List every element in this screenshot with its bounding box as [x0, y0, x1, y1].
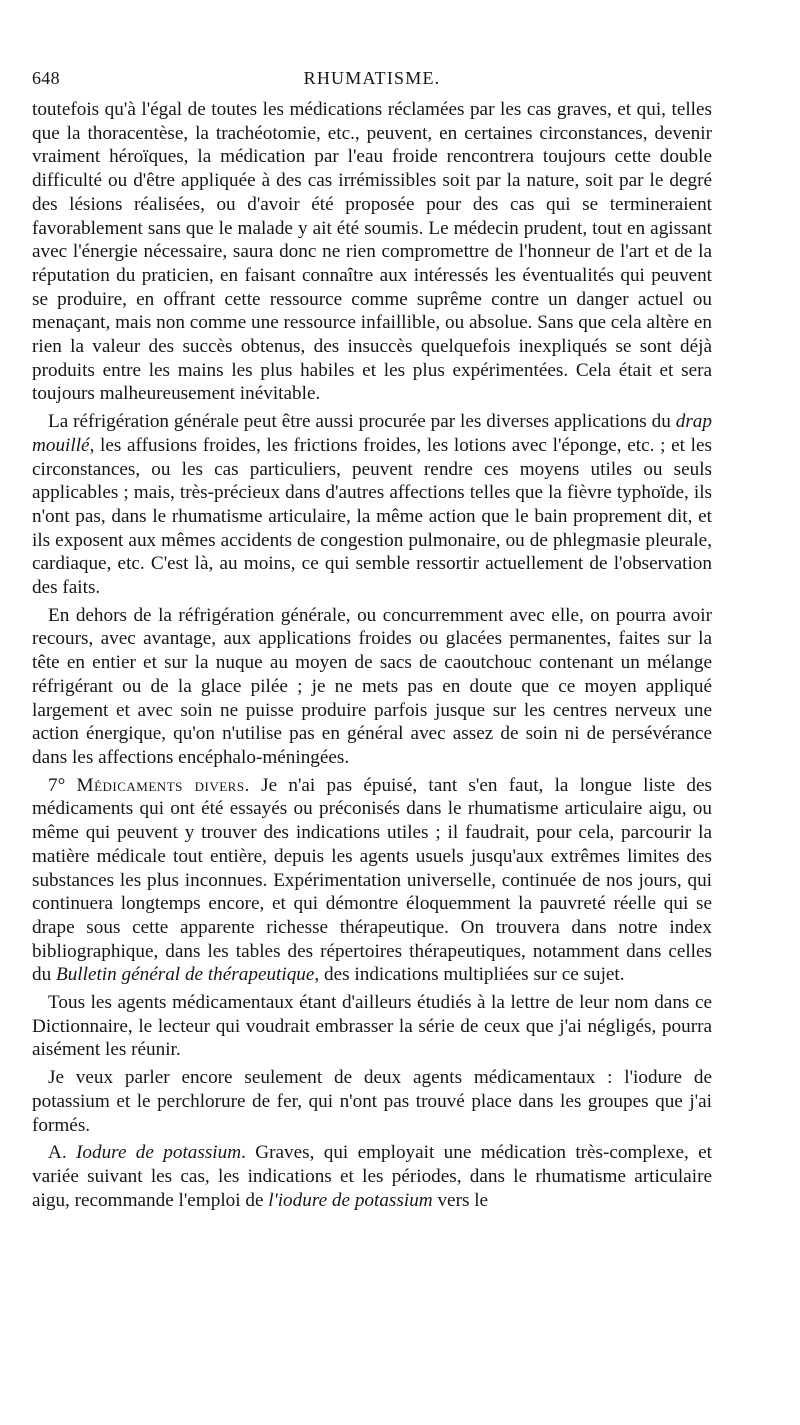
section-heading: Médicaments divers.	[76, 774, 250, 796]
page-number: 648	[32, 68, 60, 88]
subsection-title: Iodure de potassium	[76, 1142, 242, 1164]
paragraph-cold-water-continuation: toutefois qu'à l'égal de toutes les médications réclamées par les cas graves, et qui, telles que la thoracentèse, la trachéotomie, etc., peuvent, en certaines circonstances, devenir vraiment héroïques, la médication par l'eau froide rencontrera toujours cette double difficulté ou d'être appliquée à des cas irrémissibles soit par la nature, soit par le degré des lésions réalisées, ou d'avoir été proposée pour des cas qui se termineraient favorablement sans que le malade y ait été soumis. Le médecin prudent, tout en agissant avec l'énergie nécessaire, saura donc ne rien compromettre de l'honneur de l'art et de la réputation du praticien, en faisant connaître aux intéressés les éventualités qui peuvent se produire, en offrant cette ressource comme suprême contre un danger actuel ou menaçant, mais non comme une ressource infaillible, ou absolue. Sans que cela altère en rien la valeur des succès obtenus, des insuccès quelquefois inexpliqués se sont déjà produits entre les mains les plus habiles et les plus expérimentées. Cela était et sera toujours malheureusement inévitable.	[32, 99, 712, 405]
paragraph-text: , les affusions froides, les frictions froides, les lotions avec l'éponge, etc. ; et les circonstances, ou les cas particuliers, peuvent rendre ces moyens utiles ou seuls applicables ; mais, très-précieux dans d'autres affections telles que la fièvre typhoïde, ils n'ont pas, dans le rhumatisme articulaire, la même action que le bain proprement dit, et ils exposent aux mêmes accidents de congestion pulmonaire, ou de phlegmasie pleurale, cardiaque, etc. C'est là, au moins, ce qui semble ressortir actuellement de l'observation des faits.	[32, 434, 712, 599]
paragraph-text: Je n'ai pas épuisé, tant s'en faut, la longue liste des médicaments qui ont été essayés ou préconisés dans le rhumatisme articulaire aigu, ou même qui peuvent y trouver des indications utiles ; il faudrait, pour cela, parcourir la matière médicale tout entière, depuis les agents usuels jusqu'aux extrêmes limites des substances les plus inconnues. Expérimentation universelle, continuée de nos jours, qui continuera longtemps encore, et qui démontre éloquemment la pauvreté réelle qui se drape sous cette apparente richesse thérapeutique. On trouvera dans notre index bibliographique, dans les tables des répertoires thérapeutiques, notamment dans celles du	[32, 774, 712, 986]
paragraph-dictionary-note: Tous les agents médicamentaux étant d'ailleurs étudiés à la lettre de leur nom dans ce Dictionnaire, le lecteur qui voudrait embrasser la série de ceux que j'ai négligés, pourra aisément les réunir.	[32, 992, 712, 1061]
paragraph-section-7	[32, 774, 712, 987]
paragraph-text: . Graves, qui employait une médication très-complexe, et variée suivant les cas, les indications et les périodes, dans le rhumatisme articulaire aigu, recommande l'emploi de	[32, 1142, 712, 1211]
body-text	[32, 98, 712, 1212]
section-number: 7°	[48, 774, 77, 796]
paragraph-two-agents: Je veux parler encore seulement de deux agents médicamentaux : l'iodure de potassium et le perchlorure de fer, qui n'ont pas trouvé place dans les groupes que j'ai formés.	[32, 1067, 712, 1136]
italic-journal-title: Bulletin général de thérapeutique	[55, 964, 315, 986]
italic-term: drap mouillé	[32, 411, 712, 456]
paragraph-general-refrigeration	[32, 410, 712, 600]
running-title: RHUMATISME.	[303, 68, 441, 88]
paragraph-cold-applications: En dehors de la réfrigération générale, ou concurremment avec elle, on pourra avoir recours, avec avantage, aux applications froides ou glacées permanentes, faites sur la tête en entier et sur la nuque au moyen de sacs de caoutchouc contenant un mélange réfrigérant ou de la glace pilée ; je ne mets pas en doute que ce moyen appliqué largement et avec soin ne puisse produire parfois jusque sur les centres nerveux une action énergique, qu'on n'utilise pas en général avec assez de soin ni de persévérance dans les affections encéphalo-méningées.	[32, 604, 712, 768]
paragraph-text: vers le	[432, 1189, 489, 1211]
paragraph-text: , des indications multipliées sur ce sujet.	[314, 964, 625, 986]
paragraph-iodure	[32, 1141, 712, 1212]
italic-term: l'iodure de potassium	[268, 1189, 433, 1211]
page-header	[32, 60, 712, 94]
paragraph-text: La réfrigération générale peut être aussi procurée par les diverses applications du	[48, 411, 676, 433]
subsection-letter: A.	[48, 1142, 77, 1164]
